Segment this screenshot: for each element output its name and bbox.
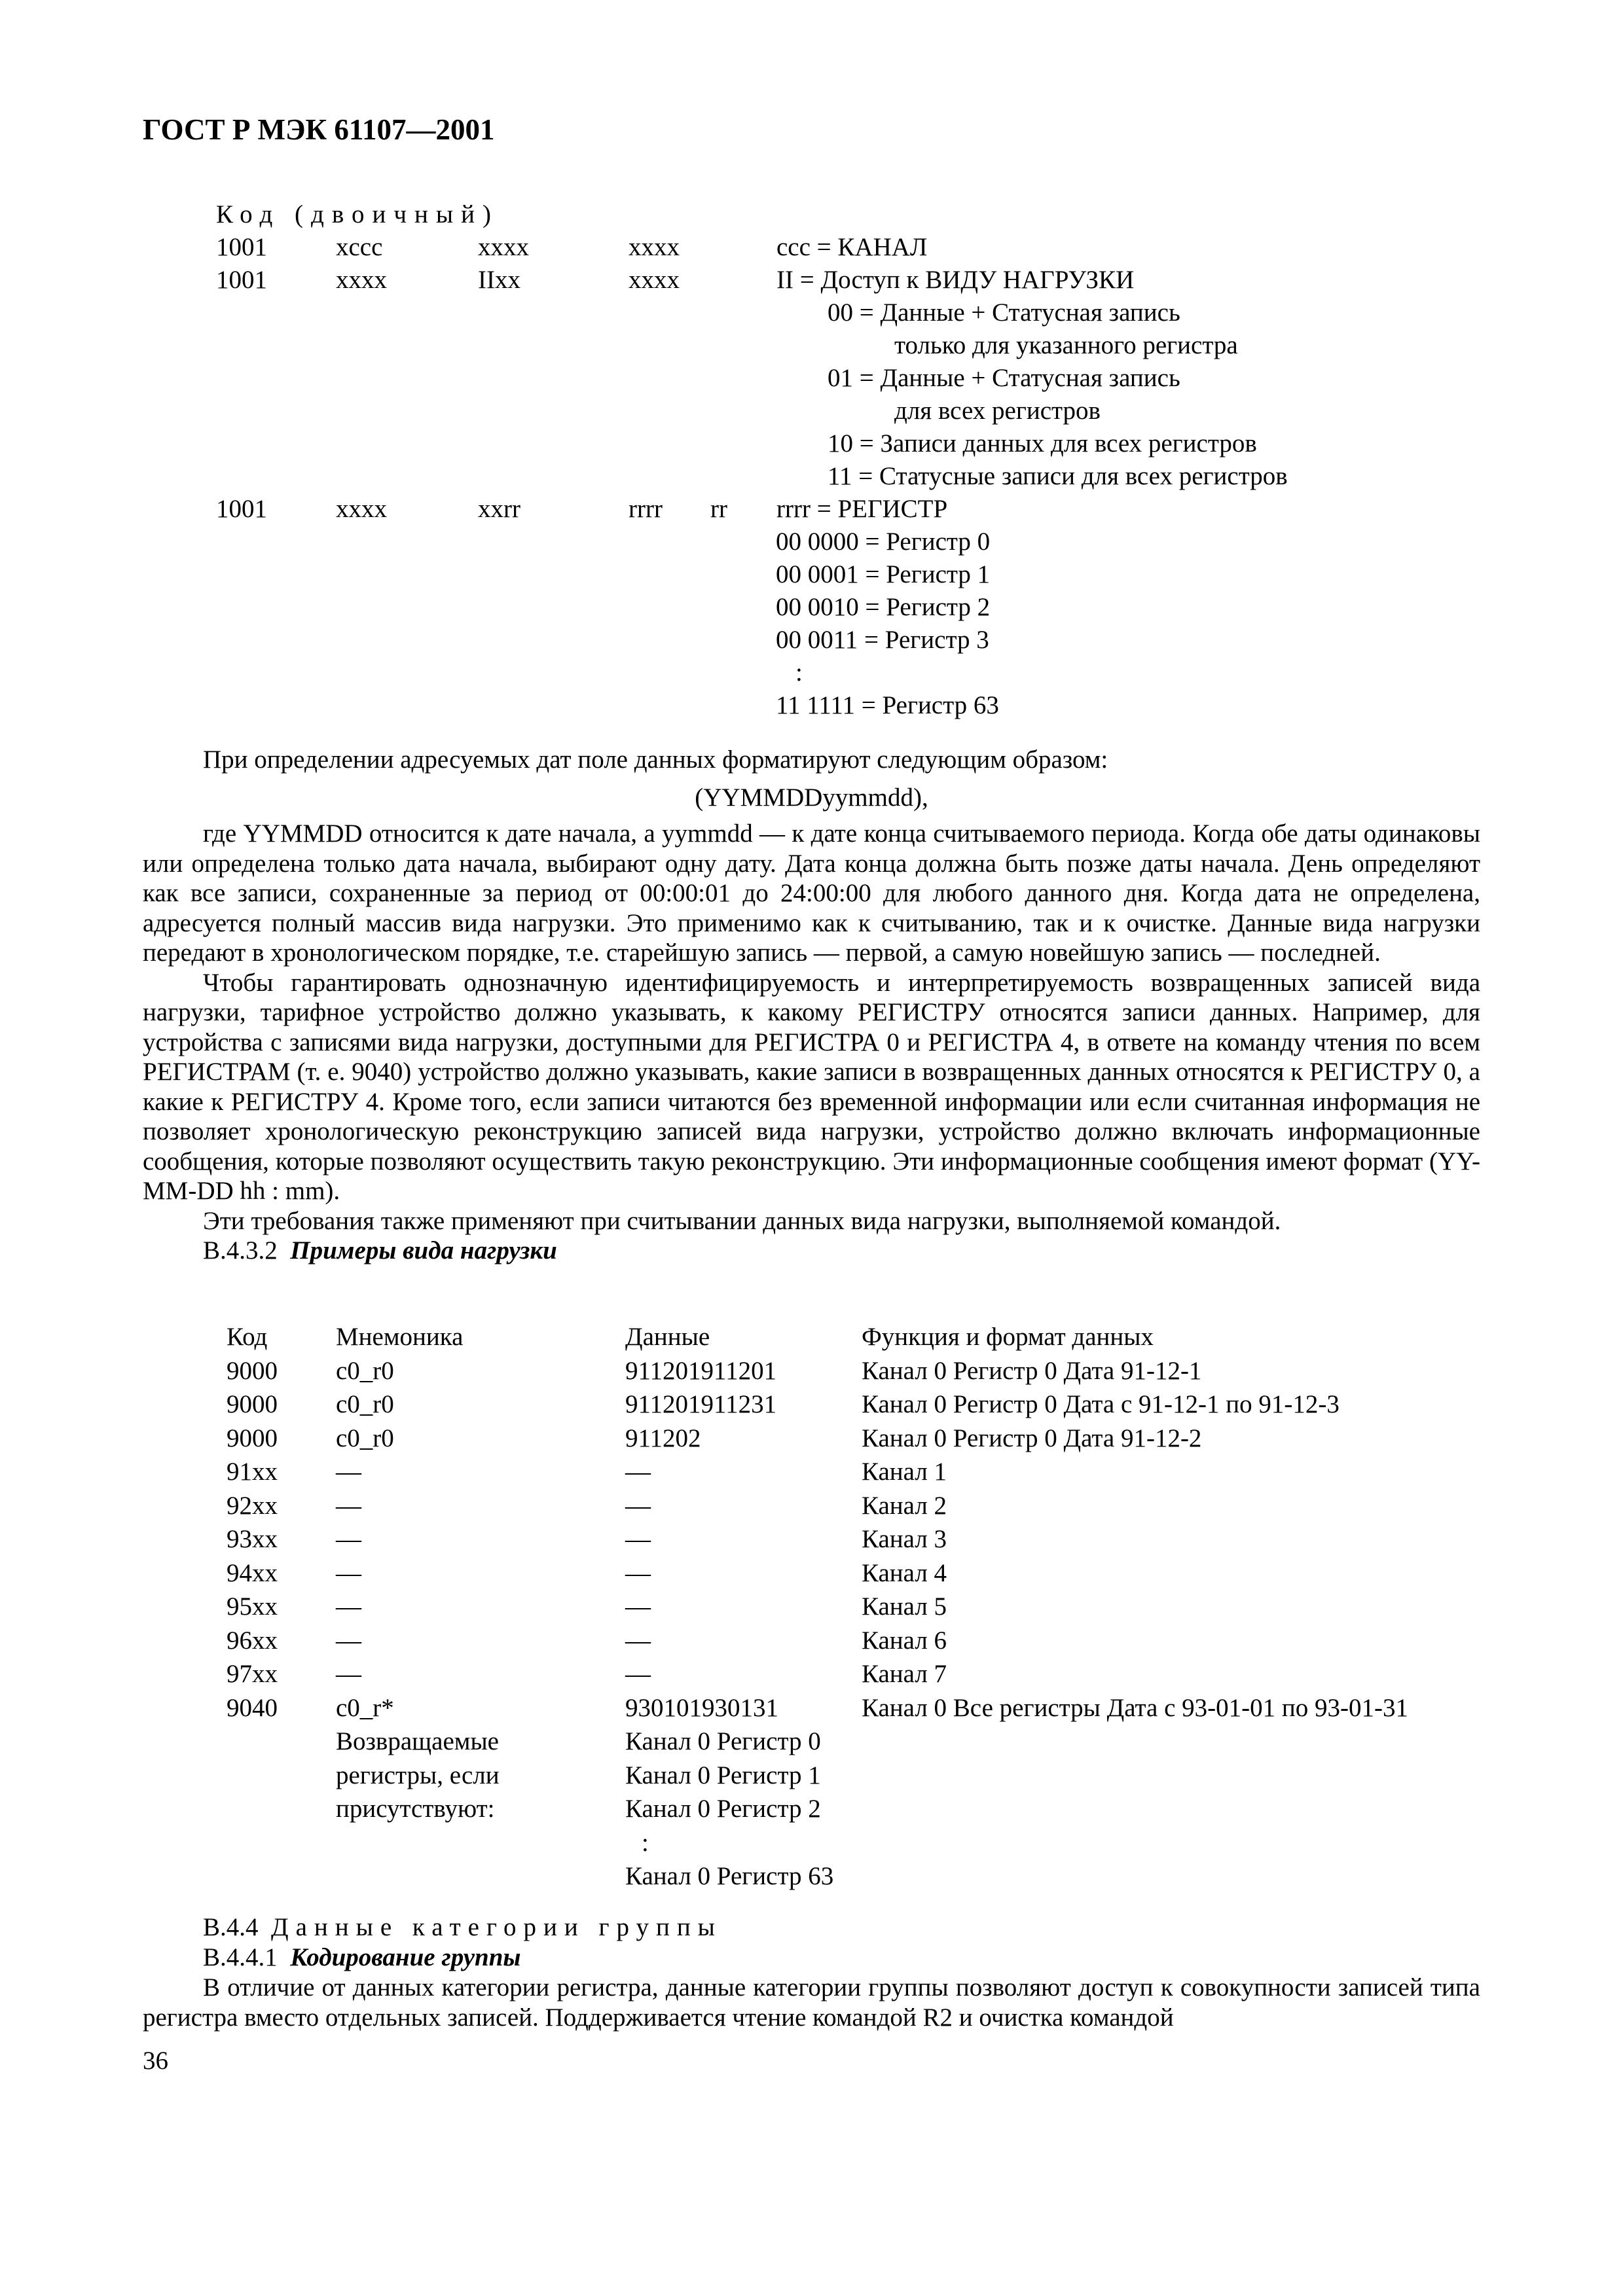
code-cell: xxxx [629, 233, 680, 261]
code-row-channel [143, 232, 1518, 265]
cell-mnemonic: — [336, 1592, 361, 1621]
code-option-line [143, 461, 1518, 494]
code-register-value: 00 0011 = Регистр 3 [776, 626, 989, 654]
section-number: В.4.4.1 [203, 1943, 278, 1971]
cell-mnemonic: Возвращаемые [336, 1727, 499, 1755]
cell-code: 95xx [227, 1592, 278, 1621]
section-heading-b441 [143, 1943, 1480, 1973]
section-title: Примеры вида нагрузки [290, 1236, 557, 1265]
column-header: Данные [625, 1323, 710, 1351]
code-register-ellipsis-line [143, 658, 1518, 691]
table-row [143, 1424, 1518, 1458]
cell-code: 9000 [227, 1424, 278, 1452]
page-number: 36 [143, 2047, 168, 2075]
code-cell: 1001 [216, 266, 267, 294]
code-cell: IIxx [478, 266, 520, 294]
table-row [143, 1524, 1518, 1558]
cell-data: Канал 0 Регистр 0 [625, 1727, 821, 1755]
table-row [143, 1693, 1518, 1727]
column-header: Функция и формат данных [862, 1323, 1154, 1351]
code-option: только для указанного регистра [894, 331, 1238, 359]
code-register-line [143, 527, 1518, 560]
cell-data: 911201911231 [625, 1390, 777, 1418]
binary-code-block [143, 200, 1518, 723]
cell-mnemonic: — [336, 1626, 361, 1655]
code-option-line [143, 396, 1518, 429]
section-heading-b432 [143, 1236, 1480, 1266]
section-number: В.4.4 [203, 1913, 259, 1941]
paragraph-registers: Чтобы гарантировать однозначную идентифицируемость и интерпретируемость возвращенных записей вида нагрузки, тарифное устройство должно указывать, к какому РЕГИСТРУ относятся записи данных. Например, для устройства с записями вида нагрузки, доступными для РЕГИСТРА 0 и РЕГИСТРА 4, в ответе на команду чтения по всем РЕГИСТРАМ (т. е. 9040) устройство должно указывать, какие записи в возвращенных данных относятся к РЕГИСТРУ 0, а какие к РЕГИСТРУ 4. Кроме того, если записи читаются без временной информации или если считанная информация не позволяет хронологическую реконструкцию записей вида нагрузки, устройство должно включать информационные сообщения, которые позволяют осуществить такую реконструкцию. Эти информационные сообщения имеют формат (YY-MM-DD hh : mm). [143, 968, 1480, 1205]
code-option-line [143, 298, 1518, 331]
examples-table [143, 1322, 1518, 1895]
table-row [143, 1761, 1518, 1795]
body-text [143, 745, 1480, 1266]
code-row-load-profile-access [143, 265, 1518, 298]
cell-data: — [625, 1458, 651, 1486]
table-row [143, 1794, 1518, 1828]
cell-code: 9000 [227, 1390, 278, 1418]
cell-mnemonic: c0_r0 [336, 1356, 394, 1385]
cell-data: Канал 0 Регистр 2 [625, 1795, 821, 1823]
table-ellipsis-row [143, 1828, 1518, 1862]
table-row [143, 1592, 1518, 1626]
code-description: ccc = КАНАЛ [776, 233, 928, 261]
code-cell: rr [710, 495, 727, 523]
cell-mnemonic: — [336, 1660, 361, 1688]
section-title: Данные категории группы [271, 1913, 722, 1941]
cell-function: Канал 6 [862, 1626, 947, 1655]
table-row [143, 1558, 1518, 1592]
table-row [143, 1659, 1518, 1693]
bottom-section [143, 1912, 1480, 2033]
code-description: II = Доступ к ВИДУ НАГРУЗКИ [776, 266, 1135, 294]
code-register-line [143, 625, 1518, 658]
code-option: 01 = Данные + Статусная запись [828, 364, 1180, 392]
code-row-register [143, 494, 1518, 527]
cell-function: Канал 0 Регистр 0 Дата 91-12-2 [862, 1424, 1202, 1452]
cell-function: Канал 0 Регистр 0 Дата с 91-12-1 по 91-12-3 [862, 1390, 1340, 1418]
cell-code: 94xx [227, 1558, 278, 1587]
cell-data: Канал 0 Регистр 63 [625, 1862, 834, 1890]
code-cell: xxxx [478, 233, 529, 261]
cell-data: — [625, 1660, 651, 1688]
paragraph-intro: При определении адресуемых дат поле данных форматируют следующим образом: [203, 745, 1108, 774]
cell-data: 911202 [625, 1424, 701, 1452]
cell-function: Канал 3 [862, 1525, 947, 1553]
table-row [143, 1491, 1518, 1525]
page-title: ГОСТ Р МЭК 61107—2001 [143, 113, 495, 146]
cell-code: 9000 [227, 1356, 278, 1385]
cell-mnemonic: — [336, 1491, 361, 1520]
cell-data: Канал 0 Регистр 1 [625, 1761, 821, 1789]
code-register-value: 11 1111 = Регистр 63 [776, 691, 999, 719]
cell-mnemonic: регистры, если [336, 1761, 500, 1789]
cell-code: 93xx [227, 1525, 278, 1553]
code-option-line [143, 429, 1518, 461]
cell-code: 91xx [227, 1458, 278, 1486]
cell-function: Канал 0 Все регистры Дата с 93-01-01 по 93-01-31 [862, 1693, 1408, 1722]
cell-function: Канал 4 [862, 1558, 947, 1587]
cell-code: 92xx [227, 1491, 278, 1520]
table-row [143, 1861, 1518, 1895]
code-register-line [143, 592, 1518, 625]
paragraph-group-category: В отличие от данных категории регистра, данные категории группы позволяют доступ к совокупности записей типа регистра вместо отдельных записей. Поддерживается чтение командой R2 и очистка командой [143, 1973, 1480, 2032]
code-cell: xxxx [336, 495, 387, 523]
cell-mnemonic: c0_r0 [336, 1424, 394, 1452]
code-cell: xccc [336, 233, 383, 261]
binary-code-title: Код (двоичный) [216, 200, 499, 228]
cell-mnemonic: c0_r* [336, 1693, 394, 1722]
cell-data: — [625, 1491, 651, 1520]
column-header: Мнемоника [336, 1323, 464, 1351]
code-cell: xxrr [478, 495, 520, 523]
cell-function: Канал 5 [862, 1592, 947, 1621]
code-cell: xxxx [629, 266, 680, 294]
cell-data: — [625, 1626, 651, 1655]
table-row [143, 1356, 1518, 1390]
cell-function: Канал 1 [862, 1458, 947, 1486]
table-row [143, 1727, 1518, 1761]
code-register-line [143, 691, 1518, 723]
table-row [143, 1457, 1518, 1491]
cell-data: — [625, 1558, 651, 1587]
table-row [143, 1390, 1518, 1424]
code-cell: rrrr [629, 495, 663, 523]
cell-mnemonic: — [336, 1458, 361, 1486]
code-option: 00 = Данные + Статусная запись [828, 298, 1180, 327]
code-description: rrrr = РЕГИСТР [776, 495, 948, 523]
ellipsis-colon: : [642, 1828, 649, 1857]
code-option: 11 = Статусные записи для всех регистров [828, 462, 1288, 490]
cell-function: Канал 2 [862, 1491, 947, 1520]
section-title: Кодирование группы [290, 1943, 521, 1971]
paragraph-requirements: Эти требования также применяют при считывании данных вида нагрузки, выполняемой командой. [203, 1206, 1281, 1235]
binary-code-title-line [143, 200, 1518, 232]
cell-mnemonic: присутствуют: [336, 1795, 495, 1823]
cell-code: 96xx [227, 1626, 278, 1655]
code-option: 10 = Записи данных для всех регистров [828, 429, 1257, 457]
cell-data: 930101930131 [625, 1693, 778, 1722]
code-register-line [143, 560, 1518, 592]
cell-data: 911201911201 [625, 1356, 777, 1385]
code-cell: xxxx [336, 266, 387, 294]
cell-mnemonic: — [336, 1558, 361, 1587]
code-register-value: 00 0000 = Регистр 0 [776, 528, 991, 556]
code-cell: 1001 [216, 233, 267, 261]
code-register-value: 00 0001 = Регистр 1 [776, 560, 991, 588]
section-heading-b44 [143, 1912, 1480, 1943]
cell-function: Канал 7 [862, 1660, 947, 1688]
cell-data: — [625, 1592, 651, 1621]
date-format-formula: (YYMMDDyymmdd), [695, 783, 928, 812]
ellipsis-colon: : [795, 658, 803, 687]
cell-mnemonic: c0_r0 [336, 1390, 394, 1418]
section-number: В.4.3.2 [203, 1236, 278, 1265]
cell-mnemonic: — [336, 1525, 361, 1553]
column-header: Код [227, 1323, 268, 1351]
code-option-line [143, 363, 1518, 396]
cell-code: 9040 [227, 1693, 278, 1722]
table-header-row [143, 1322, 1518, 1356]
code-register-value: 00 0010 = Регистр 2 [776, 593, 991, 621]
code-option-line [143, 331, 1518, 363]
code-cell: 1001 [216, 495, 267, 523]
paragraph-dates: где YYMMDD относится к дате начала, а yymmdd — к дате конца считываемого периода. Когда обе даты одинаковы или определена только дата начала, выбирают одну дату. Дата конца должна быть позже даты начала. День определяют как все записи, сохраненные за период от 00:00:01 до 24:00:00 для любого данного дня. Когда дата не определена, адресуется полный массив вида нагрузки. Это применимо как к считыванию, так и к очистке. Данные вида нагрузки передают в хронологическом порядке, т.е. старейшую запись — первой, а самую новейшую запись — последней. [143, 819, 1480, 967]
cell-function: Канал 0 Регистр 0 Дата 91-12-1 [862, 1356, 1202, 1385]
code-option: для всех регистров [894, 397, 1101, 425]
table-row [143, 1626, 1518, 1660]
cell-code: 97xx [227, 1660, 278, 1688]
cell-data: — [625, 1525, 651, 1553]
